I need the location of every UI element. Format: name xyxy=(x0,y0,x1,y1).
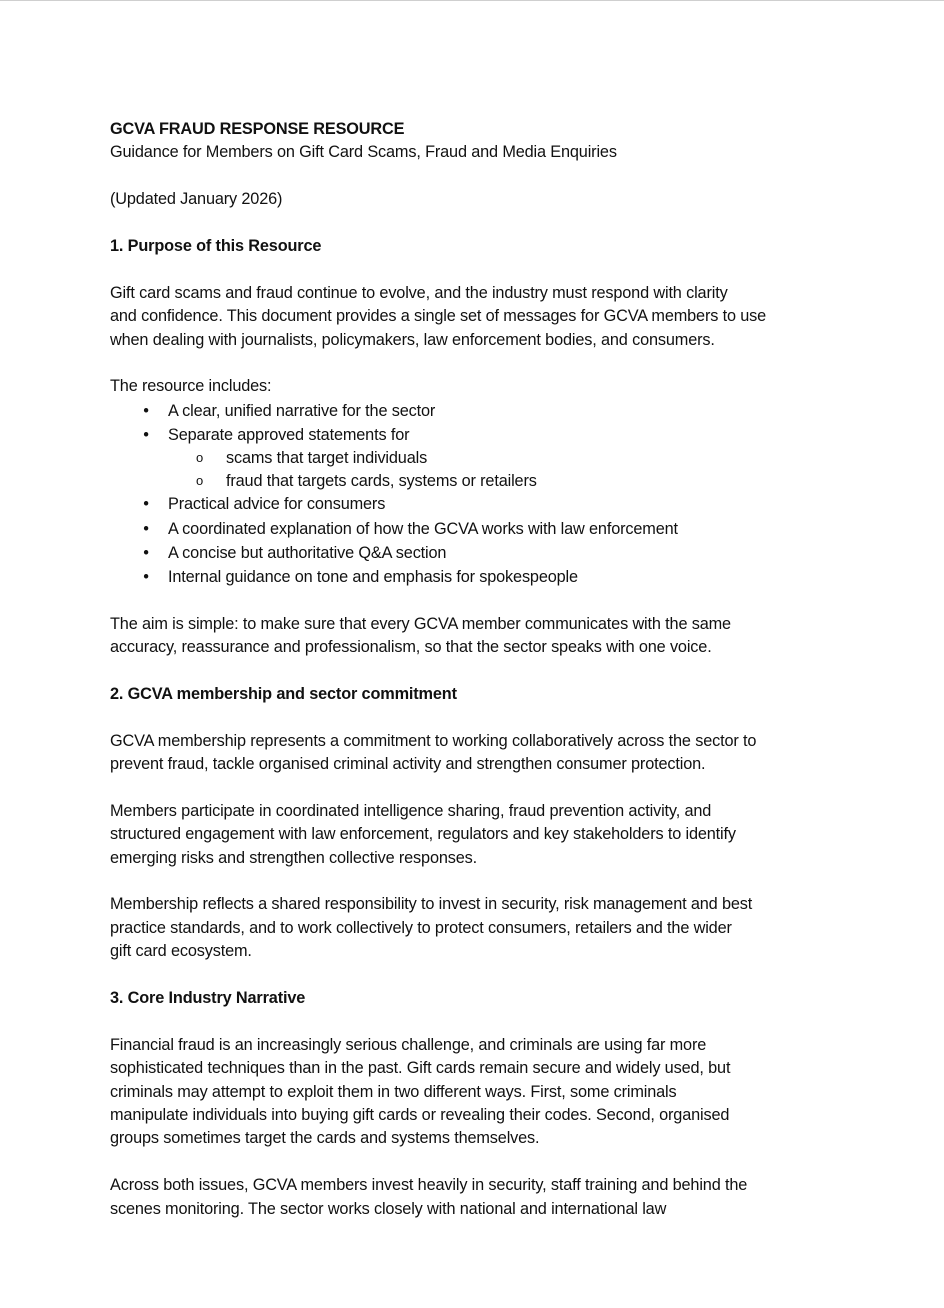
section-2-heading: 2. GCVA membership and sector commitment xyxy=(110,684,457,703)
bullet-icon: • xyxy=(143,401,149,420)
text-line: scenes monitoring. The sector works closely with national and international law xyxy=(110,1199,667,1218)
list-item xyxy=(110,565,840,589)
text-line: prevent fraud, tackle organised criminal activity and strengthen consumer protection. xyxy=(110,755,706,774)
text-line: Financial fraud is an increasingly serious challenge, and criminals are using far more xyxy=(110,1035,707,1054)
section-3-paragraph-1 xyxy=(110,1034,840,1151)
list-item xyxy=(110,541,840,565)
list-item-text: A coordinated explanation of how the GCVA works with law enforcement xyxy=(168,519,678,538)
text-line: when dealing with journalists, policymakers, law enforcement bodies, and consumers. xyxy=(110,330,715,349)
text-line: accuracy, reassurance and professionalism, so that the sector speaks with one voice. xyxy=(110,638,712,657)
list-item-text: Practical advice for consumers xyxy=(168,495,386,514)
text-line: GCVA membership represents a commitment to working collaboratively across the sector to xyxy=(110,731,757,750)
sub-bullet-icon: o xyxy=(196,472,204,488)
sub-list xyxy=(168,447,840,492)
list-item-text: Internal guidance on tone and emphasis for spokespeople xyxy=(168,568,578,587)
bullet-icon: • xyxy=(143,543,149,562)
text-line: practice standards, and to work collectively to protect consumers, retailers and the wider xyxy=(110,918,732,937)
bullet-icon: • xyxy=(143,568,149,587)
text-line: gift card ecosystem. xyxy=(110,942,252,961)
sub-list-item xyxy=(168,470,840,493)
document-title: GCVA FRAUD RESPONSE RESOURCE xyxy=(110,120,405,138)
sub-list-item-text: fraud that targets cards, systems or retailers xyxy=(226,471,537,490)
text-line: Membership reflects a shared responsibility to invest in security, risk management and best xyxy=(110,895,753,914)
list-item xyxy=(110,517,840,541)
list-item xyxy=(110,399,840,423)
list-item-text: A clear, unified narrative for the sector xyxy=(168,401,436,420)
bullet-icon: • xyxy=(143,519,149,538)
bullet-icon: • xyxy=(143,426,149,445)
list-item xyxy=(110,492,840,516)
section-1-closing xyxy=(110,613,840,660)
document-page xyxy=(110,118,840,1221)
updated-date: (Updated January 2026) xyxy=(110,190,283,209)
section-3-heading: 3. Core Industry Narrative xyxy=(110,989,306,1008)
sub-bullet-icon: o xyxy=(196,450,204,466)
resource-includes-list xyxy=(110,399,840,589)
text-line: emerging risks and strengthen collective responses. xyxy=(110,848,478,867)
document-subtitle: Guidance for Members on Gift Card Scams, Fraud and Media Enquiries xyxy=(110,143,617,162)
text-line: manipulate individuals into buying gift cards or revealing their codes. Second, organised xyxy=(110,1106,730,1125)
list-item xyxy=(110,423,840,492)
text-line: Members participate in coordinated intelligence sharing, fraud prevention activity, and xyxy=(110,801,712,820)
section-1-intro xyxy=(110,282,840,352)
list-intro: The resource includes: xyxy=(110,377,272,396)
bullet-icon: • xyxy=(143,495,149,514)
text-line: Gift card scams and fraud continue to evolve, and the industry must respond with clarity xyxy=(110,283,728,302)
text-line: criminals may attempt to exploit them in two different ways. First, some criminals xyxy=(110,1082,677,1101)
text-line: sophisticated techniques than in the past. Gift cards remain secure and widely used, but xyxy=(110,1059,731,1078)
text-line: groups sometimes target the cards and systems themselves. xyxy=(110,1129,540,1148)
section-2-paragraph-2 xyxy=(110,800,840,870)
section-2-paragraph-1 xyxy=(110,730,840,777)
sub-list-item xyxy=(168,447,840,470)
text-line: The aim is simple: to make sure that every GCVA member communicates with the same xyxy=(110,614,731,633)
text-line: and confidence. This document provides a single set of messages for GCVA members to use xyxy=(110,307,767,326)
text-line: structured engagement with law enforcement, regulators and key stakeholders to identify xyxy=(110,825,736,844)
section-3-paragraph-2 xyxy=(110,1174,840,1221)
section-1-heading: 1. Purpose of this Resource xyxy=(110,237,322,255)
list-item-text: Separate approved statements for xyxy=(168,426,410,445)
list-item-text: A concise but authoritative Q&A section xyxy=(168,543,447,562)
page-top-border xyxy=(0,0,944,1)
text-line: Across both issues, GCVA members invest heavily in security, staff training and behind the xyxy=(110,1176,748,1195)
sub-list-item-text: scams that target individuals xyxy=(226,449,428,468)
section-2-paragraph-3 xyxy=(110,893,840,963)
